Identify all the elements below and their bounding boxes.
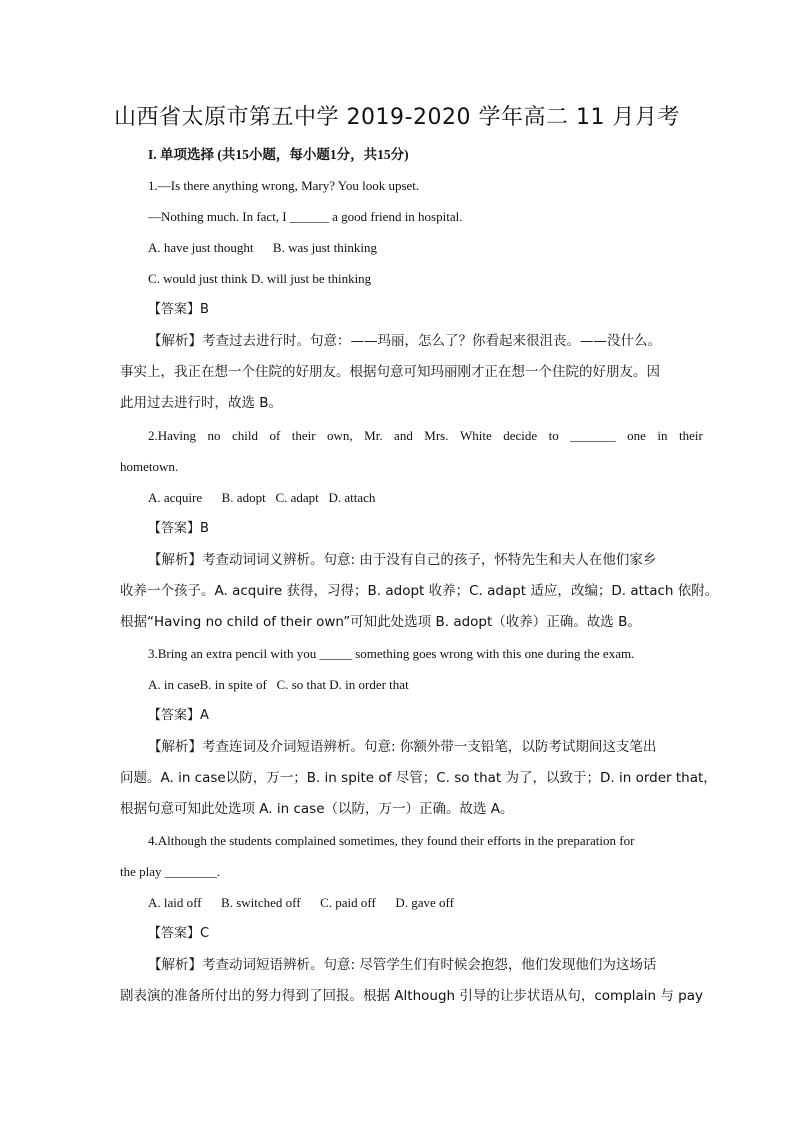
page-title: 山西省太原市第五中学 2019-2020 学年高二 11 月月考	[114, 105, 680, 130]
q2-explanation-line3: 根据“Having no child of their own”可知此处选项 B. adopt（收养）正确。故选 B。	[120, 614, 641, 630]
q2-word: and	[394, 428, 413, 443]
q2-explanation-line1: 【解析】考查动词词义辨析。句意: 由于没有自己的孩子，怀特先生和夫人在他们家乡	[148, 552, 657, 568]
q3-explanation-line3: 根据句意可知此处选项 A. in case（以防，万一）正确。故选 A。	[120, 801, 514, 817]
q2-word: their	[291, 428, 316, 443]
q2-explanation-line2: 收养一个孩子。A. acquire 获得，习得；B. adopt 收养；C. adapt 适应，改编；D. attach 依附。	[120, 583, 719, 599]
q1-stem-line1: 1.—Is there anything wrong, Mary? You look upset.	[148, 178, 420, 193]
q2-word: of	[269, 428, 281, 443]
q4-explanation-line1: 【解析】考查动词短语辨析。句意: 尽管学生们有时候会抱怨，他们发现他们为这场话	[148, 957, 657, 973]
q4-answer: 【答案】C	[148, 926, 210, 941]
q1-options-line1: A. have just thought B. was just thinking	[148, 240, 377, 255]
q2-word: child	[231, 428, 258, 443]
q2-options: A. acquire B. adopt C. adapt D. attach	[148, 490, 376, 505]
q1-explanation-line1: 【解析】考查过去进行时。句意：——玛丽，怎么了？你看起来很沮丧。——没什么。	[148, 333, 661, 349]
q2-word: _______	[570, 428, 616, 443]
q4-stem-line1: 4.Although the students complained sometimes, they found their efforts in the preparation for	[148, 833, 635, 848]
q3-explanation-line1: 【解析】考查连词及介词短语辨析。句意: 你额外带一支铅笔，以防考试期间这支笔出	[148, 739, 657, 755]
q2-word: in	[657, 428, 668, 443]
q4-stem-line2: the play ________.	[120, 864, 221, 879]
q1-options-line2: C. would just think D. will just be thinking	[148, 271, 372, 286]
q1-explanation-line2: 事实上，我正在想一个住院的好朋友。根据句意可知玛丽刚才正在想一个住院的好朋友。因	[120, 364, 660, 380]
q1-explanation-line3: 此用过去进行时，故选 B。	[120, 395, 283, 411]
q4-explanation-line2: 剧表演的准备所付出的努力得到了回报。根据 Although 引导的让步状语从句，complain 与 pay	[120, 988, 704, 1004]
q3-options: A. in caseB. in spite of C. so that D. in order that	[148, 677, 409, 692]
q2-stem-line2: hometown.	[120, 459, 179, 474]
q2-word: White	[459, 428, 492, 443]
q2-word: one	[627, 428, 646, 443]
q2-word: to	[548, 428, 559, 443]
q2-word: 2.Having	[148, 428, 197, 443]
q2-stem-line1	[148, 427, 703, 445]
q2-answer: 【答案】B	[148, 521, 209, 536]
q4-options: A. laid off B. switched off C. paid off D. gave off	[148, 895, 454, 910]
q3-answer: 【答案】A	[148, 708, 209, 723]
q2-word: no	[207, 428, 221, 443]
q2-word: Mr.	[364, 428, 383, 443]
q2-word: Mrs.	[424, 428, 449, 443]
q1-answer: 【答案】B	[148, 302, 209, 317]
q2-word: decide	[503, 428, 538, 443]
q1-stem-line2: —Nothing much. In fact, I ______ a good friend in hospital.	[148, 209, 463, 224]
section-heading: I. 单项选择 (共15小题，每小题1分，共15分)	[148, 147, 409, 162]
q3-explanation-line2: 问题。A. in case以防，万一；B. in spite of 尽管；C. so that 为了，以致于；D. in order that，	[120, 770, 717, 786]
q3-stem: 3.Bring an extra pencil with you _____ something goes wrong with this one during the exam.	[148, 646, 635, 661]
q2-word: their	[679, 428, 703, 443]
q2-word: own,	[327, 428, 353, 443]
